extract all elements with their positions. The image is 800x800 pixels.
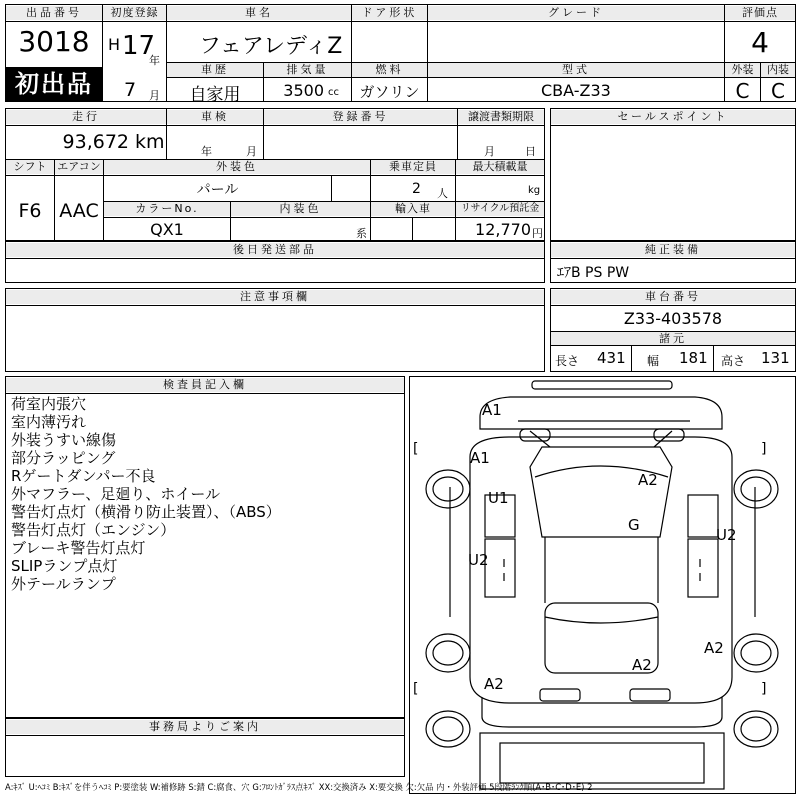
color-number: QX1: [150, 220, 184, 239]
lot-number: 3018: [18, 25, 90, 58]
inspector-section: [5, 376, 405, 718]
damage-mark: U1: [488, 489, 509, 507]
inspection-label: 車検: [167, 110, 263, 124]
height-label: 高さ: [721, 354, 746, 368]
registration-label: 登録番号: [264, 110, 457, 124]
era-prefix: H: [108, 35, 121, 54]
inspector-line: 外マフラー、足廻り、ホイール: [11, 485, 221, 503]
left-bracket-top: [: [413, 441, 419, 457]
chassis-number: Z33-403578: [623, 309, 723, 328]
header-section: [5, 4, 796, 105]
right-bracket-top: ]: [761, 441, 767, 457]
damage-mark: A2: [632, 656, 652, 674]
sales-points-title: セールスポイント: [551, 110, 795, 124]
door-type-label: ドア形状: [352, 6, 427, 20]
yen-unit: 円: [532, 227, 543, 240]
inspector-lines: [11, 395, 401, 593]
damage-diagram: [409, 376, 796, 794]
car-outline: [410, 377, 795, 793]
interior-grade-label: 内装: [761, 63, 795, 77]
grade-label: グレード: [428, 6, 724, 20]
history-label: 車歴: [167, 63, 263, 77]
later-parts-label: 後日発送部品: [6, 243, 544, 257]
car-name-label: 車名: [167, 6, 351, 20]
aircon-label: エアコン: [55, 160, 103, 174]
capacity-value: 2: [412, 181, 421, 197]
damage-mark: U2: [716, 526, 737, 544]
later-parts-section: [5, 241, 545, 283]
displacement: 3500: [283, 81, 324, 100]
inspection-month-unit: 月: [246, 145, 257, 158]
capacity-label: 乗車定員: [371, 160, 455, 174]
model-code: CBA-Z33: [541, 81, 611, 100]
right-bracket-bottom: ]: [761, 681, 767, 697]
inspector-line: SLIPランプ点灯: [11, 557, 118, 575]
dims-title: 諸元: [551, 332, 795, 345]
equipment-section: [550, 241, 796, 283]
legend-footer: A:ｷｽﾞ U:ﾍｺﾐ B:ｷｽﾞを伴うﾍｺﾐ P:要塗装 W:補修跡 S:錆 C:腐食、穴 G:ﾌﾛﾝﾄｶﾞﾗｽ点ｷｽﾞ XX:交換済み X:要交換 欠:欠品 内・外装評価 5段階ﾗﾝｸ順(A･B･C･D･E) 2: [5, 782, 593, 792]
transfer-deadline-label: 譲渡書類期限: [458, 110, 544, 124]
aircon-value: AAC: [59, 200, 99, 222]
notes-section: [5, 288, 545, 372]
damage-mark: U2: [468, 551, 489, 569]
exterior-color-value: パール: [196, 182, 239, 198]
damage-mark: A2: [704, 639, 724, 657]
model-code-label: 型式: [428, 63, 724, 77]
inspector-line: 警告灯点灯（エンジン）: [11, 521, 176, 539]
car-name: フェアレディZ: [199, 34, 343, 59]
notes-title: 注意事項欄: [6, 290, 544, 304]
inspector-line: 部分ラッピング: [11, 449, 116, 467]
first-registration-label: 初度登録: [103, 6, 166, 20]
kg-unit: kg: [528, 185, 541, 196]
inspector-line: 室内薄汚れ: [11, 413, 87, 431]
office-section: [5, 718, 405, 777]
lot-number-label: 出品番号: [6, 6, 102, 20]
person-unit: 人: [437, 187, 448, 200]
exterior-color-label: 外装色: [104, 160, 370, 174]
length-value: 431: [597, 349, 626, 367]
registration-month: 7: [124, 79, 137, 101]
exterior-grade-label: 外装: [725, 63, 760, 77]
interior-grade: C: [771, 79, 785, 103]
series-unit: 系: [356, 227, 367, 240]
fuel-label: 燃料: [352, 63, 427, 77]
year-unit: 年: [149, 54, 160, 67]
interior-color-label: 内装色: [231, 202, 370, 216]
office-title: 事務局よりご案内: [6, 720, 404, 734]
inspection-year-unit: 年: [201, 145, 212, 158]
import-label: 輸入車: [371, 202, 455, 216]
cc-unit: cc: [328, 87, 339, 98]
damage-mark: A2: [484, 675, 504, 693]
deadline-day-unit: 日: [525, 145, 536, 158]
month-unit: 月: [149, 89, 160, 102]
registration-year: 17: [122, 31, 156, 61]
damage-mark: A2: [638, 471, 658, 489]
deadline-month-unit: 月: [484, 145, 495, 158]
mileage-label: 走行: [6, 110, 166, 124]
displacement-label: 排気量: [264, 63, 351, 77]
recycle-fee: 12,770: [475, 220, 531, 239]
first-listing-badge: 初出品: [6, 68, 102, 101]
chassis-section: [550, 288, 796, 372]
color-no-label: カラーNo.: [104, 202, 230, 216]
exterior-grade: C: [735, 79, 750, 103]
width-label: 幅: [647, 354, 660, 368]
sales-points-section: [550, 108, 796, 241]
shift-value: F6: [18, 200, 42, 222]
score: 4: [751, 26, 769, 59]
inspector-line: 外装うすい線傷: [11, 431, 117, 449]
fuel-type: ガソリン: [359, 83, 420, 101]
damage-mark: A1: [470, 449, 490, 467]
inspector-line: 荷室内張穴: [11, 395, 87, 413]
damage-mark: A1: [482, 401, 502, 419]
mileage-unit: km: [135, 131, 165, 153]
damage-mark: G: [628, 516, 640, 534]
vehicle-history: 自家用: [189, 85, 241, 105]
inspector-line: 外テールランプ: [11, 575, 116, 593]
length-label: 長さ: [555, 354, 580, 368]
inspector-line: 警告灯点灯（横滑り防止装置）、（ABS）: [11, 503, 281, 521]
recycle-fee-label: リサイクル預託金: [456, 202, 544, 216]
equipment-title: 純正装備: [551, 243, 795, 257]
max-load-label: 最大積載量: [456, 160, 544, 174]
left-bracket-bottom: [: [413, 681, 419, 697]
inspector-title: 検査員記入欄: [6, 378, 404, 392]
mileage-value: 93,672: [62, 131, 129, 153]
inspector-line: ブレーキ警告灯点灯: [11, 539, 146, 557]
equipment-text: ｴｱB PS PW: [557, 265, 630, 281]
width-value: 181: [679, 349, 708, 367]
inspector-line: Rゲートダンパー不良: [11, 467, 156, 485]
height-value: 131: [761, 349, 790, 367]
score-label: 評価点: [725, 6, 795, 20]
details-section: [5, 108, 545, 241]
shift-label: シフト: [6, 160, 54, 174]
chassis-title: 車台番号: [551, 290, 795, 304]
